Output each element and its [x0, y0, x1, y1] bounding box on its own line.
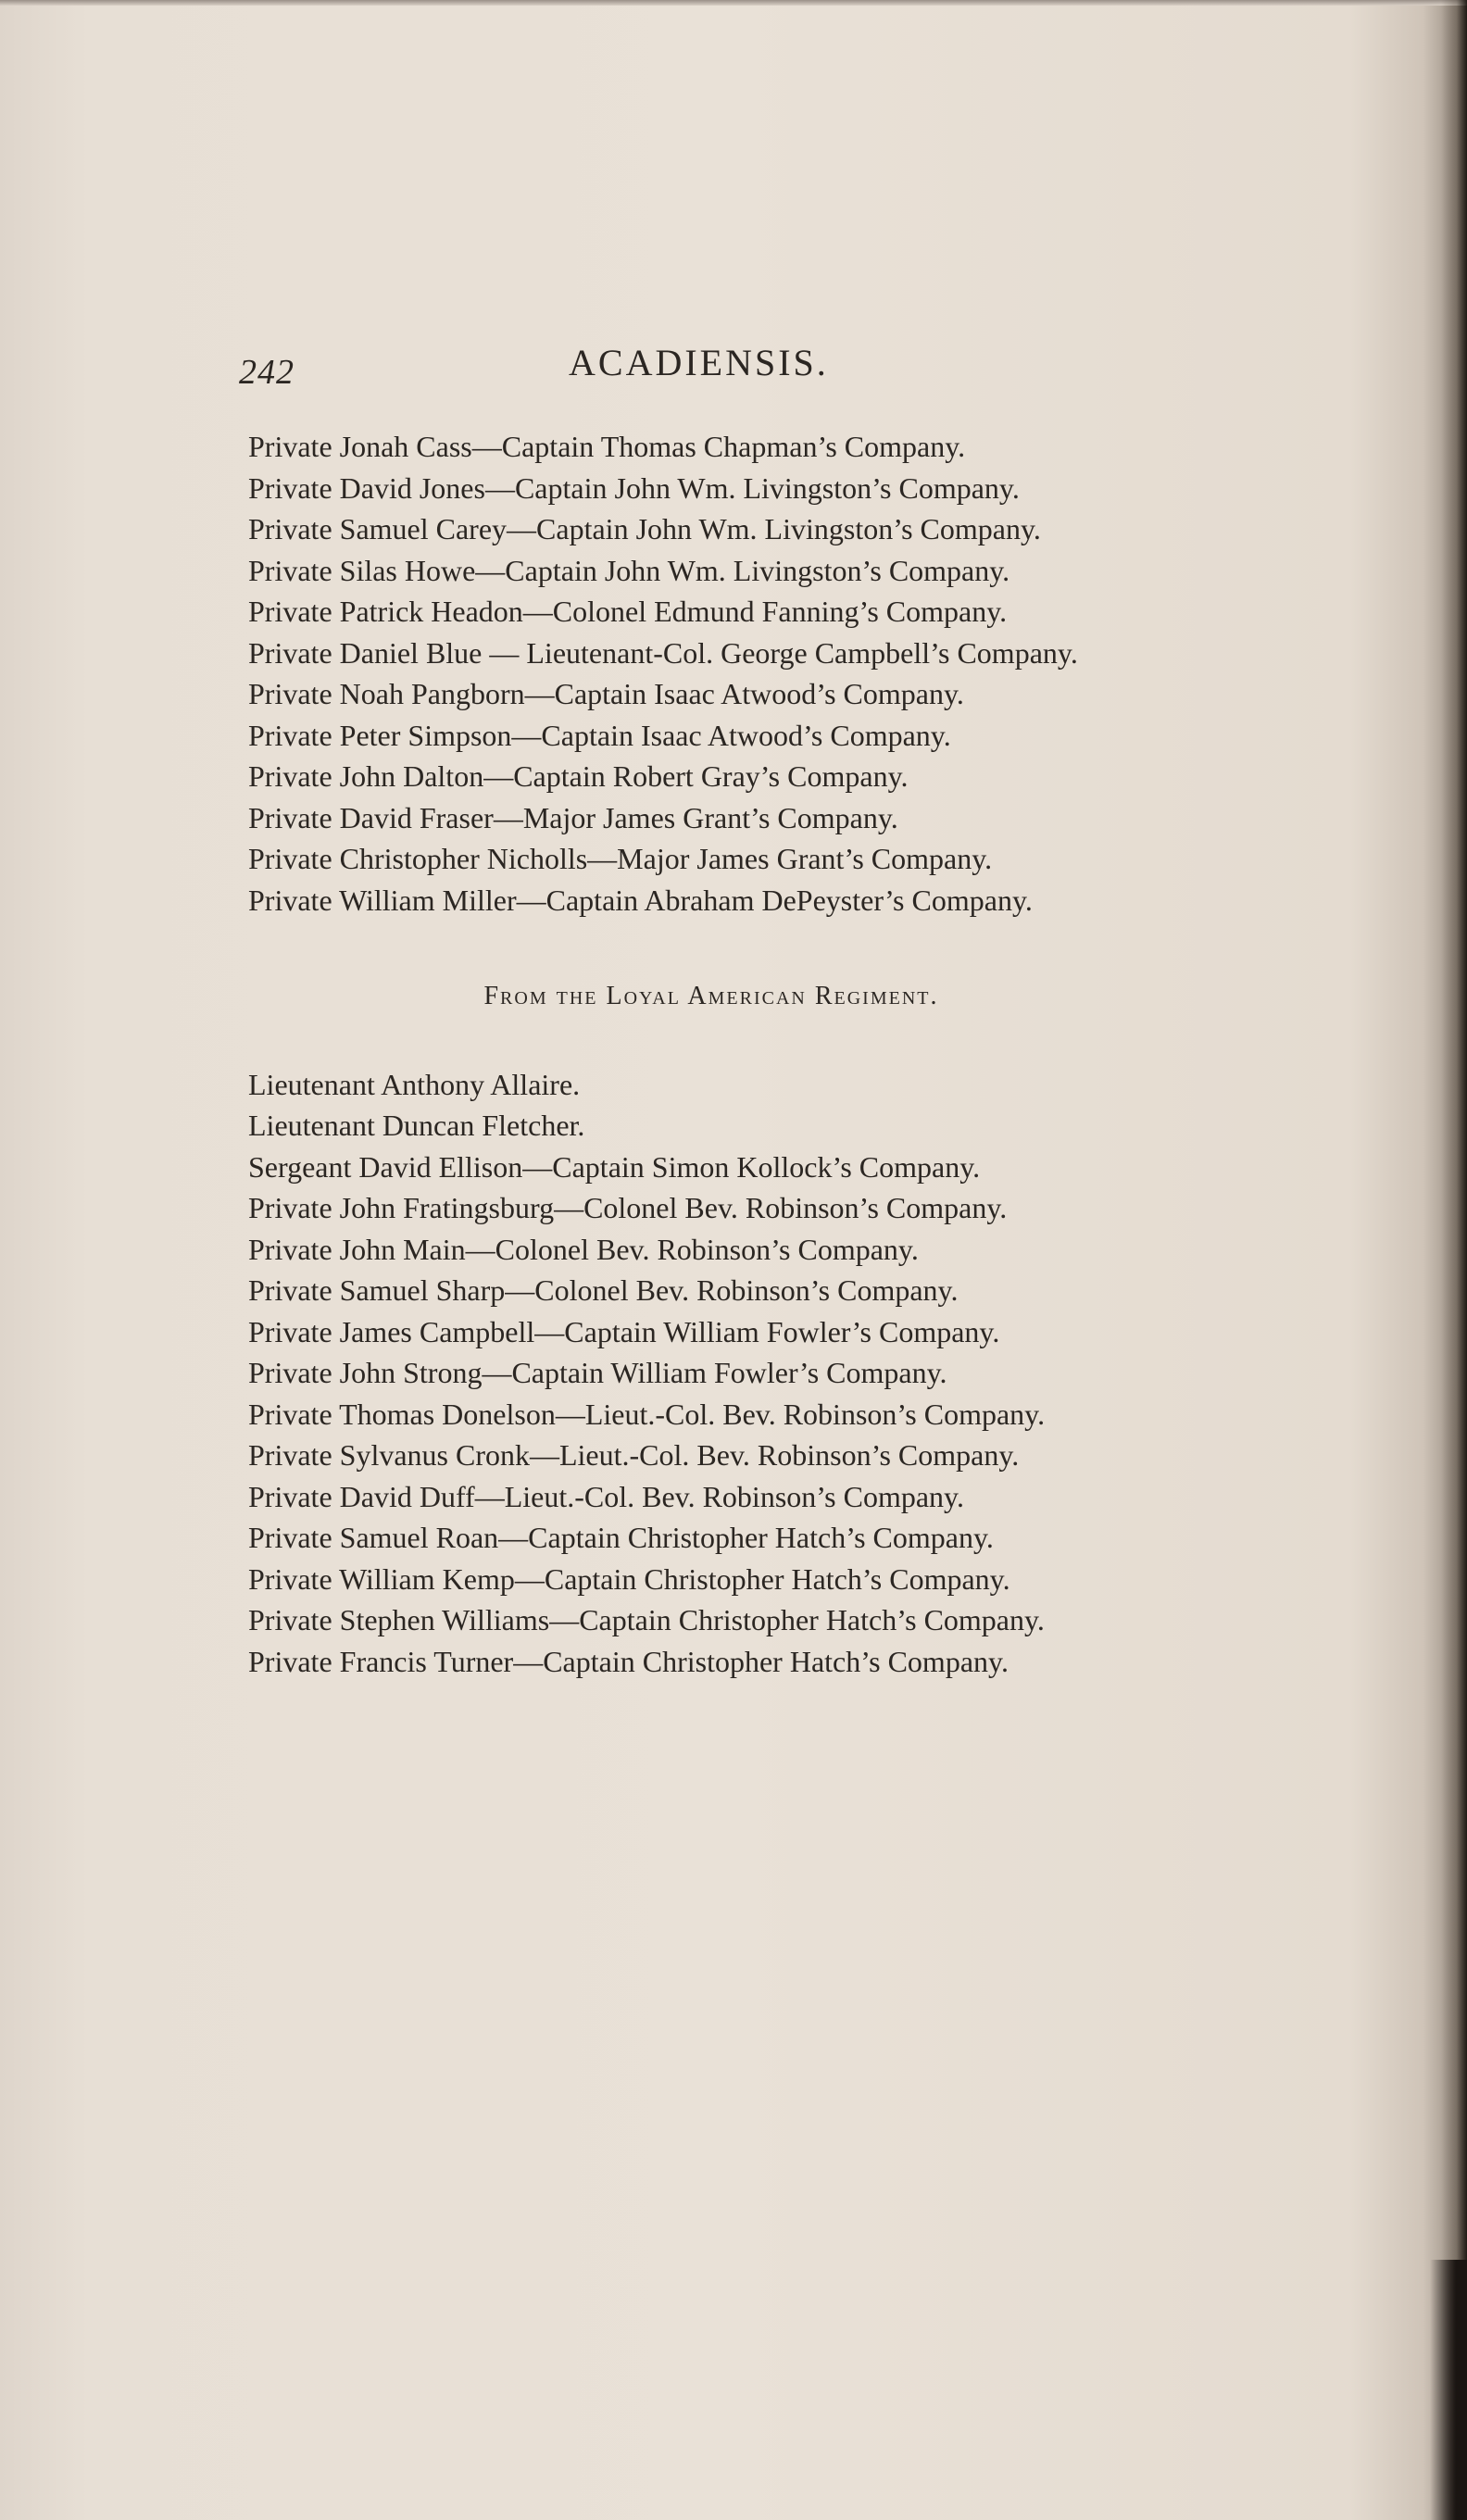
list-item: Sergeant David Ellison—Captain Simon Kollock’s Company. [248, 1149, 981, 1184]
list-item: Private John Strong—Captain William Fowler’s Company. [248, 1356, 947, 1389]
list-item: Private Noah Pangborn—Captain Isaac Atwood’s Company. [248, 677, 964, 710]
list-item: Private Patrick Headon—Colonel Edmund Fanning’s Company. [248, 595, 1008, 628]
list-item: Private Samuel Sharp—Colonel Bev. Robinson’s Company. [248, 1273, 959, 1307]
list-item: Private David Duff—Lieut.-Col. Bev. Robinson’s Company. [248, 1479, 964, 1513]
list-item: Private Silas Howe—Captain John Wm. Livingston’s Company. [248, 553, 1010, 587]
list-item: Private Peter Simpson—Captain Isaac Atwood’s Company. [248, 718, 951, 752]
list-item: Private William Kemp—Captain Christopher Hatch’s Company. [248, 1561, 1010, 1596]
page-number: 242 [239, 353, 295, 392]
page-header [239, 341, 1195, 406]
section-heading: From the Loyal American Regiment. [483, 982, 939, 1010]
list-item: Private Sylvanus Cronk—Lieut.-Col. Bev. Robinson’s Company. [248, 1438, 1020, 1472]
list-item: Private David Fraser—Major James Grant’s Company. [248, 800, 898, 834]
list-item: Lieutenant Duncan Fletcher. [248, 1109, 585, 1142]
entry-list-second [248, 1064, 1193, 1683]
list-item: Private Christopher Nicholls—Major James Grant’s Company. [248, 842, 993, 875]
list-item: Private John Fratingsburg—Colonel Bev. Robinson’s Company. [248, 1191, 1008, 1224]
list-item: Private Francis Turner—Captain Christopher Hatch’s Company. [248, 1644, 1009, 1678]
page-right-edge-shadow [1441, 0, 1467, 2520]
entry-list-first [248, 426, 1193, 921]
list-item: Lieutenant Anthony Allaire. [248, 1067, 581, 1101]
binding-shadow [1430, 2260, 1467, 2520]
list-item: Private David Jones—Captain John Wm. Livingston’s Company. [248, 470, 1020, 505]
list-item: Private Jonah Cass—Captain Thomas Chapman’s Company. [248, 430, 966, 463]
running-title: ACADIENSIS. [569, 342, 829, 383]
list-item: Private Samuel Carey—Captain John Wm. Livingston’s Company. [248, 512, 1041, 545]
list-item: Private John Main—Colonel Bev. Robinson’s Company. [248, 1232, 919, 1266]
list-item: Private Samuel Roan—Captain Christopher Hatch’s Company. [248, 1521, 994, 1554]
list-item: Private William Miller—Captain Abraham DePeyster’s Company. [248, 883, 1033, 917]
list-item: Private James Campbell—Captain William Fowler’s Company. [248, 1314, 1000, 1348]
list-item: Private Daniel Blue — Lieutenant-Col. George Campbell’s Company. [248, 635, 1078, 670]
list-item: Private John Dalton—Captain Robert Gray’s Company. [248, 759, 909, 793]
list-item: Private Thomas Donelson—Lieut.-Col. Bev. Robinson’s Company. [248, 1397, 1046, 1431]
page-top-edge [0, 0, 1467, 6]
list-item: Private Stephen Williams—Captain Christopher Hatch’s Company. [248, 1603, 1045, 1636]
page-body [248, 426, 1193, 1682]
